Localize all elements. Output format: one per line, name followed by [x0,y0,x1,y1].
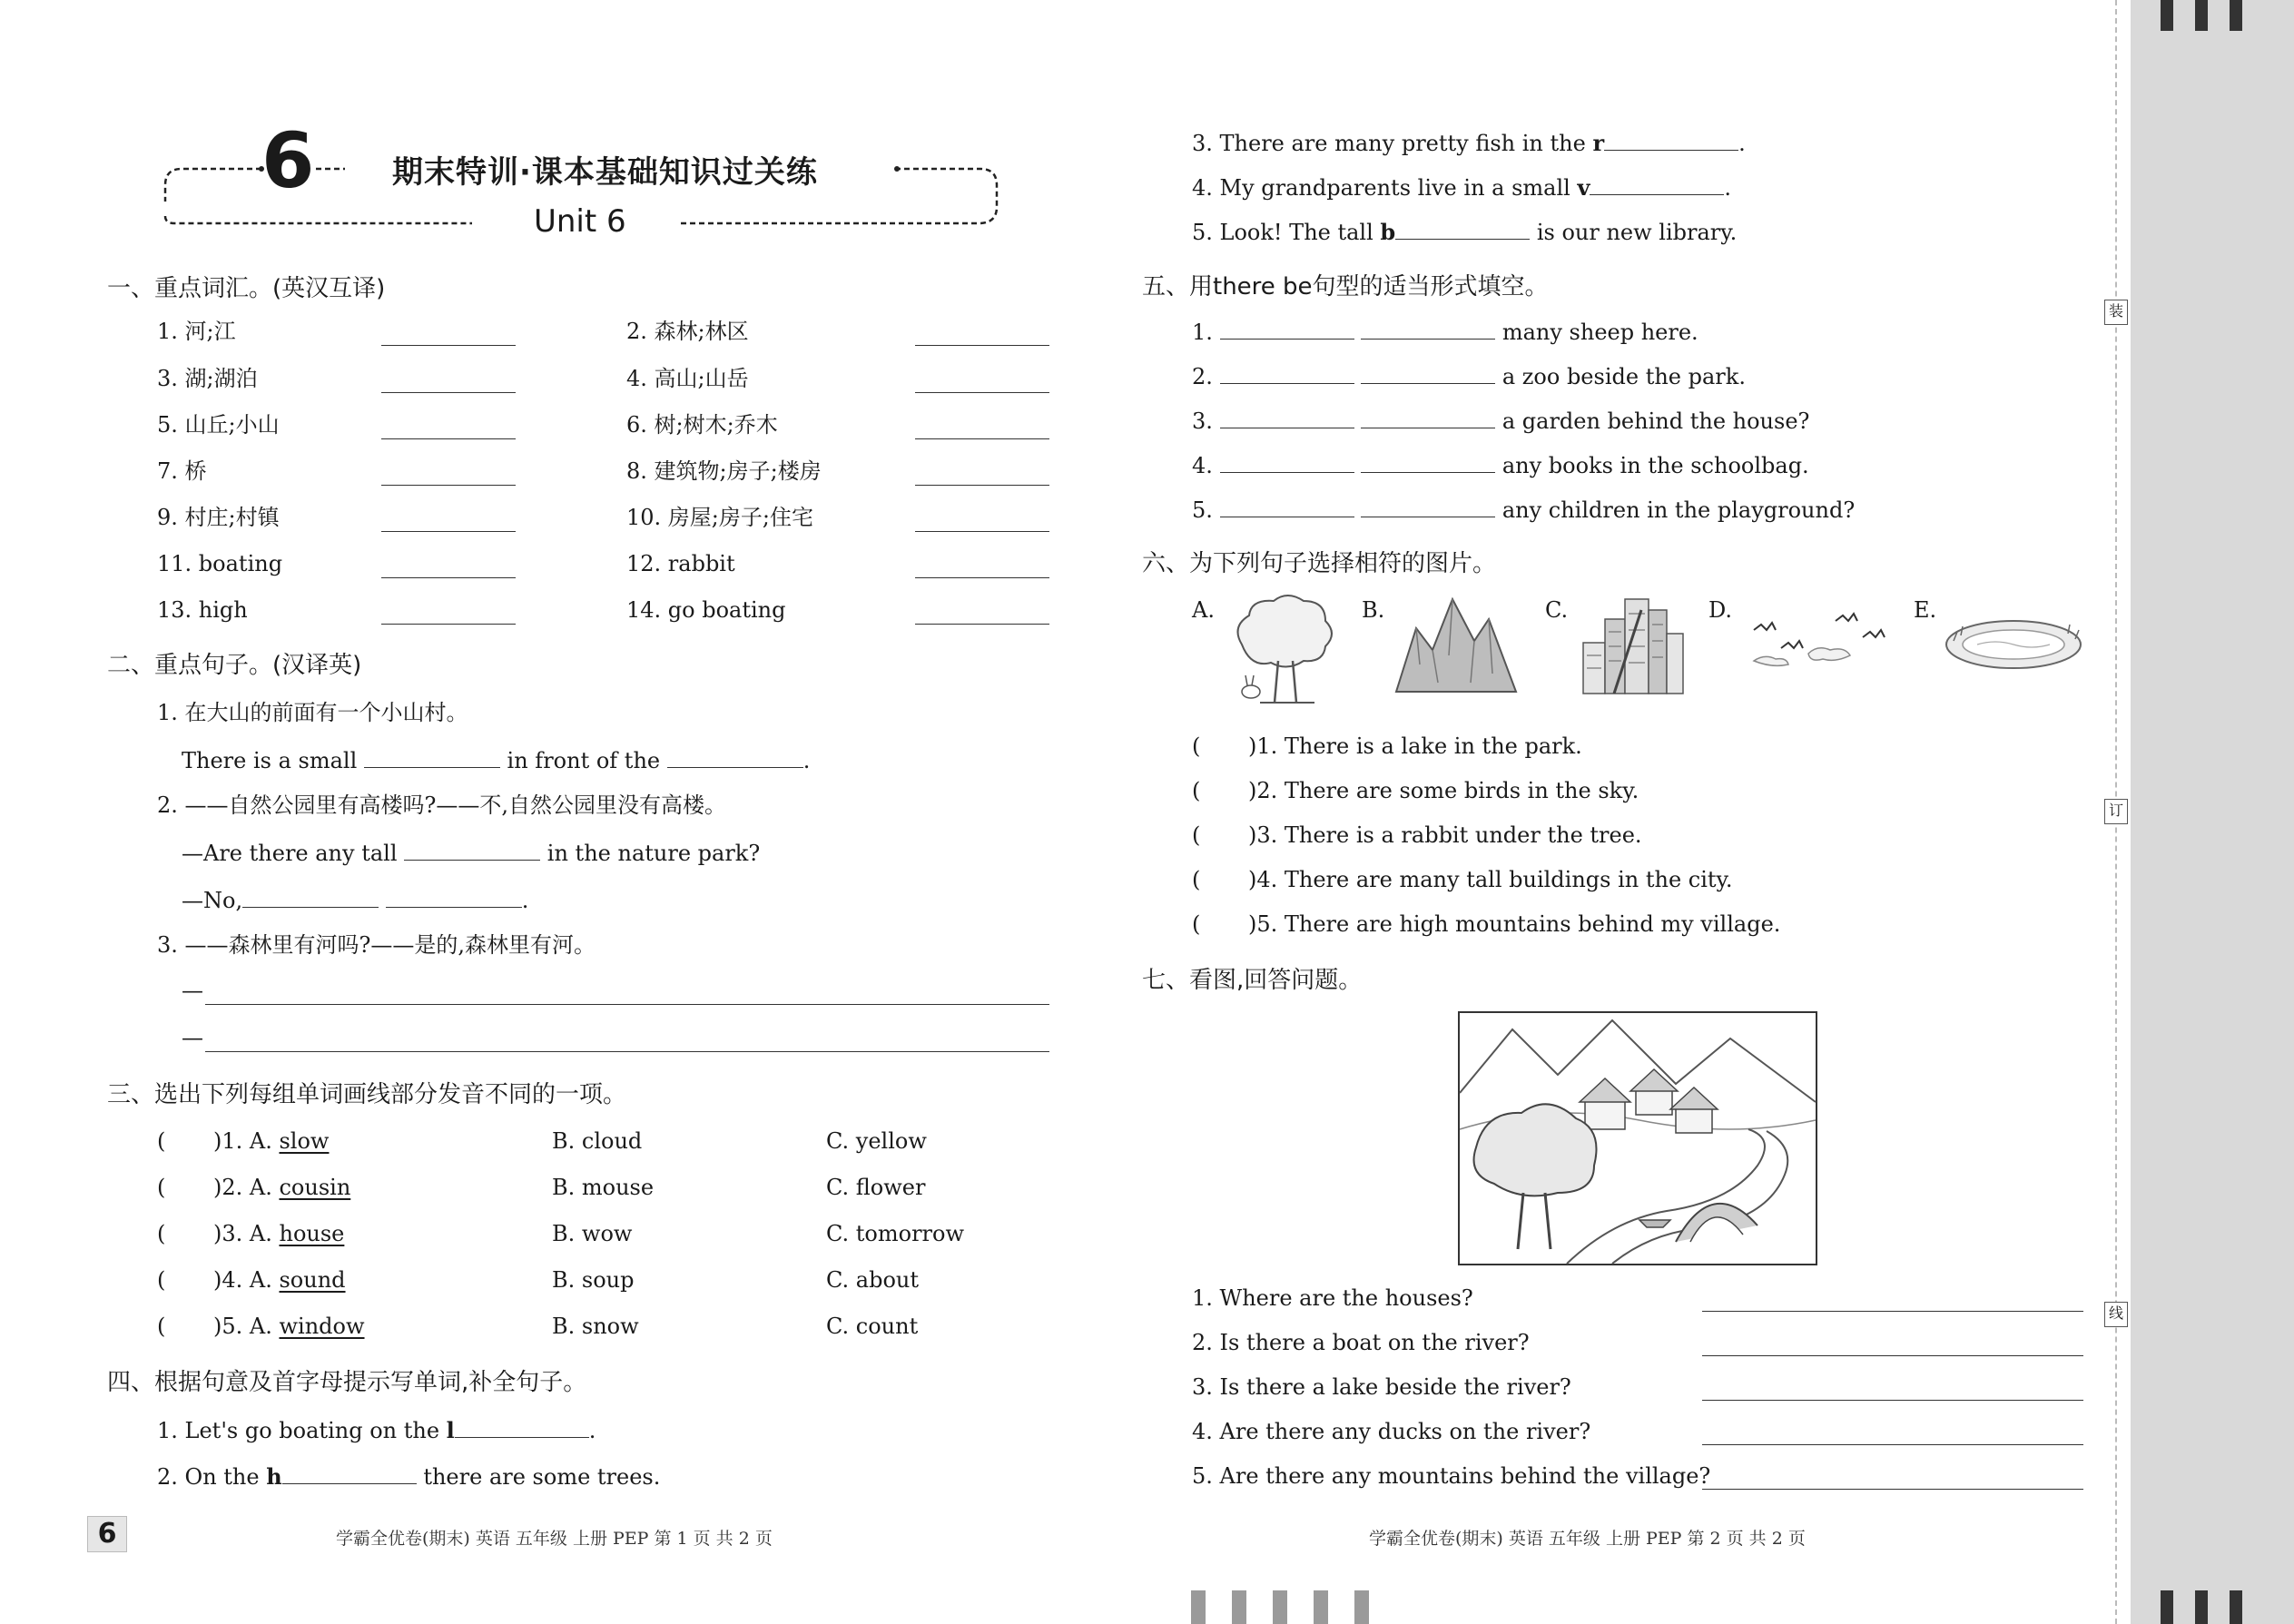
dash-mark: — [182,978,203,1003]
fill-word-q3: 3. There are many pretty fish in the r . [1192,127,1746,159]
fill-word-q5: 5. Look! The tall b is our new library. [1192,216,1737,248]
village-scene-picture [1458,1011,1817,1265]
answer-blank[interactable] [1361,405,1495,428]
phonics-row: ( )2. A. cousin [157,1175,351,1200]
unit-number: 6 [261,116,315,205]
answer-blank[interactable] [667,744,803,768]
answer-blank[interactable] [242,884,379,908]
fill-word-q1: 1. Let's go boating on the l . [157,1414,596,1446]
question-item: 4. Are there any ducks on the river? [1192,1419,1591,1444]
answer-blank[interactable] [1361,494,1495,517]
section-4-title: 四、根据句意及首字母提示写单词,补全句子。 [107,1369,587,1396]
answer-blank[interactable] [1220,449,1354,473]
phonics-option-c: C. count [826,1314,919,1339]
binding-mark-ding: 订 [2104,799,2128,824]
answer-blank[interactable] [1220,405,1354,428]
sentence-q2-chinese: 2. ——自然公园里有高楼吗?——不,自然公园里没有高楼。 [157,792,727,818]
question-item: 3. Is there a lake beside the river? [1192,1374,1571,1400]
vocab-item: 3. 湖;湖泊 [157,366,258,391]
answer-blank[interactable] [1590,172,1724,195]
match-item: ( )1. There is a lake in the park. [1192,733,1582,759]
vocab-item: 10. 房屋;房子;住宅 [626,505,813,530]
vocab-item: 6. 树;树木;乔木 [626,412,778,438]
picture-label-b: B. [1362,597,1385,623]
answer-blank[interactable] [1361,316,1495,340]
answer-blank[interactable] [404,837,540,861]
picture-label-a: A. [1192,597,1215,623]
match-item: ( )2. There are some birds in the sky. [1192,778,1639,803]
phonics-option-c: C. flower [826,1175,926,1200]
phonics-row: ( )5. A. window [157,1314,365,1339]
vocab-item: 8. 建筑物;房子;楼房 [626,458,822,484]
phonics-option-b: B. mouse [552,1175,655,1200]
lake-picture [1941,608,2086,681]
phonics-option-b: B. soup [552,1267,635,1293]
answer-blank[interactable] [1604,127,1738,151]
match-item: ( )4. There are many tall buildings in the city. [1192,867,1733,892]
question-item: 2. Is there a boat on the river? [1192,1330,1530,1355]
question-item: 1. Where are the houses? [1192,1285,1473,1311]
there-be-row: 5. any children in the playground? [1192,494,1855,526]
phonics-option-c: C. tomorrow [826,1221,965,1246]
mountains-picture [1393,592,1520,697]
answer-line[interactable] [205,1004,1049,1005]
section-5-title: 五、用there be句型的适当形式填空。 [1142,273,1549,300]
sentence-q1-chinese: 1. 在大山的前面有一个小山村。 [157,700,468,725]
sentence-q3-chinese: 3. ——森林里有河吗?——是的,森林里有河。 [157,932,596,958]
sentence-q2-answer: —No, . [182,884,528,916]
vocab-item: 5. 山丘;小山 [157,412,280,438]
vocab-item: 9. 村庄;村镇 [157,505,280,530]
sentence-q1-english: There is a small in front of the . [182,744,810,776]
footer-left: 学霸全优卷(期末) 英语 五年级 上册 PEP 第 1 页 共 2 页 [336,1529,773,1549]
answer-blank[interactable] [282,1461,417,1484]
phonics-option-b: B. snow [552,1314,639,1339]
binding-mark-xian: 线 [2104,1302,2128,1327]
tree-rabbit-picture [1224,590,1342,710]
picture-label-d: D. [1708,597,1733,623]
picture-label-e: E. [1914,597,1937,623]
vocab-item: 2. 森林;林区 [626,319,749,344]
dash-mark: — [182,1025,203,1050]
there-be-row: 4. any books in the schoolbag. [1192,449,1809,481]
phonics-row: ( )1. A. slow [157,1128,330,1154]
binding-mark-zhuang: 装 [2104,300,2128,325]
phonics-option-c: C. about [826,1267,919,1293]
page-number-badge: 6 [87,1516,127,1552]
footer-right: 学霸全优卷(期末) 英语 五年级 上册 PEP 第 2 页 共 2 页 [1369,1529,1806,1549]
phonics-option-b: B. wow [552,1221,633,1246]
answer-blank[interactable] [364,744,500,768]
section-1-title: 一、重点词汇。(英汉互译) [107,275,386,302]
vocab-item: 13. high [157,597,248,623]
vocab-item: 14. go boating [626,597,786,623]
vocab-item: 12. rabbit [626,551,735,576]
phonics-option-c: C. yellow [826,1128,927,1154]
section-2-title: 二、重点句子。(汉译英) [107,652,362,679]
phonics-row: ( )3. A. house [157,1221,345,1246]
vocab-item: 7. 桥 [157,458,207,484]
section-6-title: 六、为下列句子选择相符的图片。 [1142,550,1497,577]
answer-blank[interactable] [455,1414,589,1438]
fill-word-q4: 4. My grandparents live in a small v . [1192,172,1731,203]
birds-sky-picture [1745,610,1899,674]
vocab-item: 4. 高山;山岳 [626,366,749,391]
there-be-row: 3. a garden behind the house? [1192,405,1809,437]
answer-blank[interactable] [1361,449,1495,473]
fill-word-q2: 2. On the h there are some trees. [157,1461,660,1492]
there-be-row: 2. a zoo beside the park. [1192,360,1746,392]
answer-blank[interactable] [1220,316,1354,340]
answer-blank[interactable] [386,884,522,908]
section-7-title: 七、看图,回答问题。 [1142,967,1363,994]
section-3-title: 三、选出下列每组单词画线部分发音不同的一项。 [107,1081,627,1108]
city-buildings-picture [1578,592,1687,699]
answer-blank[interactable] [1220,494,1354,517]
answer-blank[interactable] [1220,360,1354,384]
vocab-item: 1. 河;江 [157,319,236,344]
unit-label: Unit 6 [534,203,626,240]
answer-blank[interactable] [1361,360,1495,384]
match-item: ( )5. There are high mountains behind my village. [1192,911,1781,937]
page-title: 期末特训·课本基础知识过关练 [392,154,818,191]
phonics-option-b: B. cloud [552,1128,643,1154]
answer-blank[interactable] [1395,216,1530,240]
there-be-row: 1. many sheep here. [1192,316,1698,348]
phonics-row: ( )4. A. sound [157,1267,346,1293]
question-item: 5. Are there any mountains behind the village? [1192,1463,1711,1489]
picture-label-c: C. [1545,597,1569,623]
vocab-item: 11. boating [157,551,283,576]
binding-strip [2131,0,2294,1624]
sentence-q2-english: —Are there any tall in the nature park? [182,837,760,869]
answer-line[interactable] [205,1051,1049,1052]
match-item: ( )3. There is a rabbit under the tree. [1192,822,1642,848]
